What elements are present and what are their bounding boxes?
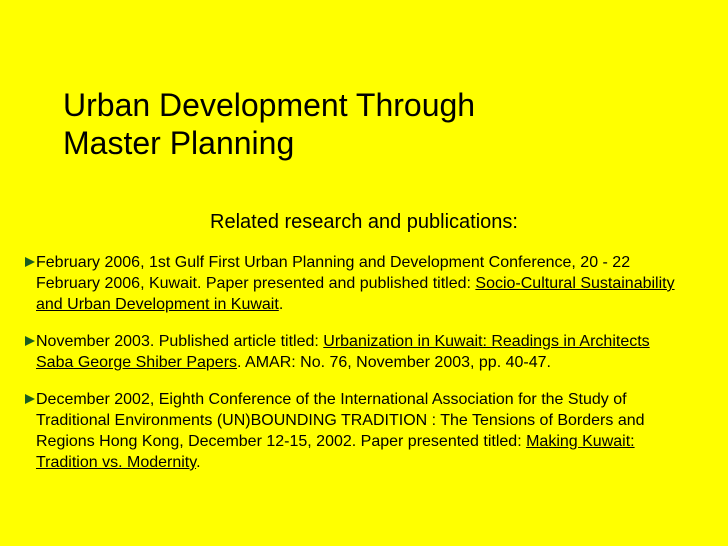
slide-title-line-2: Master Planning <box>63 125 295 161</box>
publication-item <box>36 331 688 373</box>
publication-text-end: . <box>278 296 284 313</box>
publication-text: December 2002, Eighth Conference of the International Association for the Study of Traditional Environments (UN)BOUNDING TRADITION : The Tensions of Borders and Regions Hong Kong, December 12-15, 2002. Paper presented titled: <box>36 391 645 450</box>
publication-text: November 2003. Published article titled: <box>36 333 324 350</box>
publication-link[interactable]: Urbanization in Kuwait: Readings in Architects Saba George Shiber Papers <box>36 333 650 371</box>
publication-text-end: . <box>196 454 201 471</box>
slide-subtitle: Related research and publications: <box>210 211 518 233</box>
triangle-bullet-icon <box>25 336 35 346</box>
publication-link[interactable]: Socio-Cultural Sustainability and Urban Development in Kuwait <box>36 275 675 313</box>
publication-list <box>36 252 688 473</box>
publication-item <box>36 389 688 473</box>
triangle-bullet-icon <box>25 257 35 267</box>
slide-title <box>63 86 623 162</box>
triangle-bullet-icon <box>25 394 35 404</box>
publication-link[interactable]: Making Kuwait: Tradition vs. Modernity <box>36 433 635 471</box>
publication-text: February 2006, 1st Gulf First Urban Planning and Development Conference, 20 - 22 February 2006, Kuwait. Paper presented and published titled: <box>36 254 631 292</box>
publication-text-end: . AMAR: No. 76, November 2003, pp. 40-47. <box>237 354 551 371</box>
publication-item <box>36 252 688 315</box>
slide-title-line-1: Urban Development Through <box>63 87 476 123</box>
